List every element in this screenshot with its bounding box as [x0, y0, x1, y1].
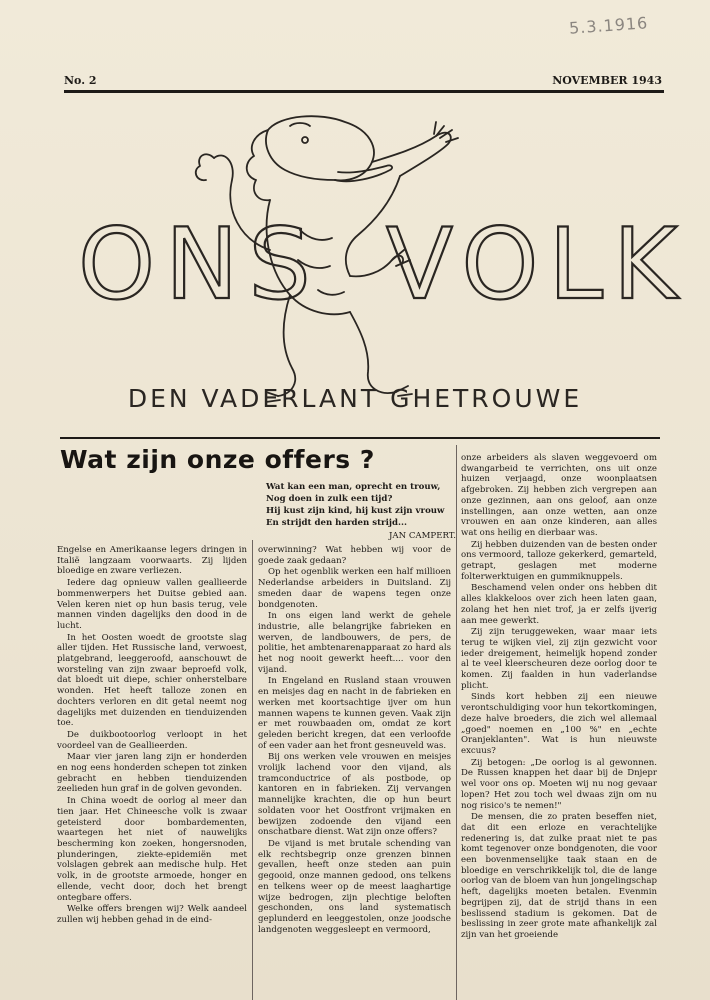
paragraph: De duikbootoorlog verloopt in het voordeel van de Geallieerden. [57, 729, 247, 751]
paragraph: Zij betogen: „De oorlog is al gewonnen. De Russen knappen het daar bij de Dnjepr wel voor ons op. Moeten wij nu nog gevaar lopen? Het zou toch wel dwaas zijn om nu nog risico's te nemen!" [461, 757, 657, 811]
paragraph: Sinds kort hebben zij een nieuwe verontschuldiging voor hun tekortkomingen, deze halve broeders, die zich wel allemaal „goed" noemen en „100 %" en „echte Oranjeklanten". Wat is hun nieuwste excuus? [461, 692, 657, 756]
paragraph: In ons eigen land werkt de gehele industrie, alle belangrijke fabrieken en werven, de landbouwers, de pers, de politie, het ambtenarenapparaat zo hard als het nog nooit gewerkt heeft.... voor den vijand. [258, 611, 451, 675]
header-rule [64, 90, 664, 93]
poem-line: En strijdt den harden strijd... [266, 518, 407, 528]
paragraph: Op het ogenblik werken een half millioen Nederlandse arbeiders in Duitsland. Zij smeden daar de wapens tegen onze bondgenoten. [258, 567, 451, 610]
paragraph: In het Oosten woedt de grootste slag aller tijden. Het Russische land, verwoest, platgebrand, leeggeroofd, aanschouwt de worsteling van zijn zwaar beproefd volk, dat bloedt uit diepe, schier onherstelbare wonden. Het heeft talloze zonen en dochters verloren en dit getal neemt nog dagelijks met duizenden en tienduizenden toe. [57, 632, 247, 729]
column-divider [456, 445, 457, 1000]
poem-line: Nog doen in zulk een tijd? [266, 494, 393, 504]
masthead [0, 100, 710, 430]
paragraph: In Engeland en Rusland staan vrouwen en meisjes dag en nacht in de fabrieken en werken met koortsachtige ijver om hun mannen wapens te kunnen geven. Vaak zijn er met rouwbaaden om, omdat ze kort geleden bericht kregen, dat een verloofde of een vader aan het front gesneuveld was. [258, 676, 451, 751]
paragraph: onze arbeiders als slaven weggevoerd om dwangarbeid te verrichten, ons uit onze huizen verjaagd, onze woonplaatsen afgebroken. Zij hebben zich vergrepen aan onze gezinnen, aan ons geloof, aan onze instellingen, aan onze wetten, aan onze vrouwen en aan onze kinderen, aan alles wat ons heilig en dierbaar was. [461, 453, 657, 538]
paragraph: In China woedt de oorlog al meer dan tien jaar. Het Chineesche volk is zwaar geteisterd door bombardementen, waartegen het niet of nauwelijks bescherming kon zoeken, hongersnoden, plunderingen, ziekte-epidemiën met volslagen gebrek aan medische hulp. Het volk, in de grootste armoede, honger en ellende, vecht door, doch het brengt ontegbare offers. [57, 796, 247, 903]
column-divider [252, 540, 253, 1000]
section-rule [60, 437, 660, 439]
article-column-1 [57, 545, 247, 927]
masthead-title-right: VOLK [386, 208, 688, 322]
paragraph: De mensen, die zo praten beseffen niet, dat dit een erloze en verachtelijke redenering is, dat zulke praat niet te pas komt tegenover onze bondgenoten, die voor een bovenmenselijke taak staan en de bloedige en verschrikkelijk tol, die de lange oorlog van de bloem van hun jongelingschap heft, dagelijks moeten betalen. Evenmin begrijpen zij, dat de strijd thans in een beslissend stadium is gekomen. Dat de beslissing in zeer grote mate afhankelijk zal zijn van het groeiende [461, 812, 657, 940]
paragraph: Engelse en Amerikaanse legers dringen in Italië langzaam voorwaarts. Zij lijden bloedige en zware verliezen. [57, 545, 247, 577]
paragraph: overwinning? Wat hebben wij voor de goede zaak gedaan? [258, 545, 451, 566]
paragraph: Beschamend velen onder ons hebben dit alles klakkeloos over zich heen laten gaan, zolang het hen niet trof, ja er zelfs ijverig aan mee gewerkt. [461, 583, 657, 626]
paragraph: Maar vier jaren lang zijn er honderden en nog eens honderden schepen tot zinken gebracht en hebben tienduizenden zeelieden hun graf in de golven gevonden. [57, 752, 247, 795]
masthead-motto: DEN VADERLANT GHETROUWE [127, 384, 583, 413]
paragraph: De vijand is met brutale schending van elk rechtsbegrip onze grenzen binnen gevallen, heeft onze steden aan puin gegooid, onze mannen gedood, ons telkens en telkens weer op de meest laaghartige wijze bedrogen, zijn plechtige beloften geschonden, ons land systematisch geplunderd en leeggestolen, onze joodsche landgenoten weggesleept en vermoord, [258, 838, 451, 935]
issue-number: No. 2 [64, 74, 97, 87]
article-column-3 [461, 453, 657, 942]
poem-author: JAN CAMPERT. [388, 531, 456, 541]
poem-quote [266, 481, 456, 542]
paragraph: Welke offers brengen wij? Welk aandeel zullen wij hebben gehad in de eind- [57, 904, 247, 925]
paragraph: Bij ons werken vele vrouwen en meisjes vrolijk lachend voor den vijand, als tramconductrice of als postbode, op kantoren en in fabrieken. Zij vervangen mannelijke krachten, die op hun beurt soldaten voor het Oostfront vrijmaken en bewijzen zodoende den vijand een onschatbare dienst. Wat zijn onze offers? [258, 752, 451, 838]
paragraph: Zij zijn teruggeweken, waar maar iets terug te wijken viel, zij zijn gezwicht voor ieder dreigement, heimelijk hopend zonder al te veel kleerscheuren deze oorlog door te komen. Zij faalden in hun vaderlandse plicht. [461, 627, 657, 691]
poem-line: Wat kan een man, oprecht en trouw, [266, 482, 441, 492]
poem-line: Hij kust zijn kind, hij kust zijn vrouw [266, 506, 445, 516]
masthead-title-left: ONS [78, 208, 321, 322]
article-column-2 [258, 545, 451, 936]
paragraph: Zij hebben duizenden van de besten onder ons vermoord, talloze gekerkerd, gemarteld, getrapt, geslagen met moderne folterwerktuigen en gummiknuppels. [461, 539, 657, 582]
handwritten-annotation: 5.3.1916 [568, 13, 649, 38]
paragraph: Iedere dag opnieuw vallen geallieerde bommenwerpers het Duitse gebied aan. Velen keren niet op hun basis terug, vele mannen vinden dagelijks den dood in de lucht. [57, 578, 247, 631]
article-headline: Wat zijn onze offers ? [60, 445, 375, 474]
issue-date: NOVEMBER 1943 [552, 74, 662, 87]
